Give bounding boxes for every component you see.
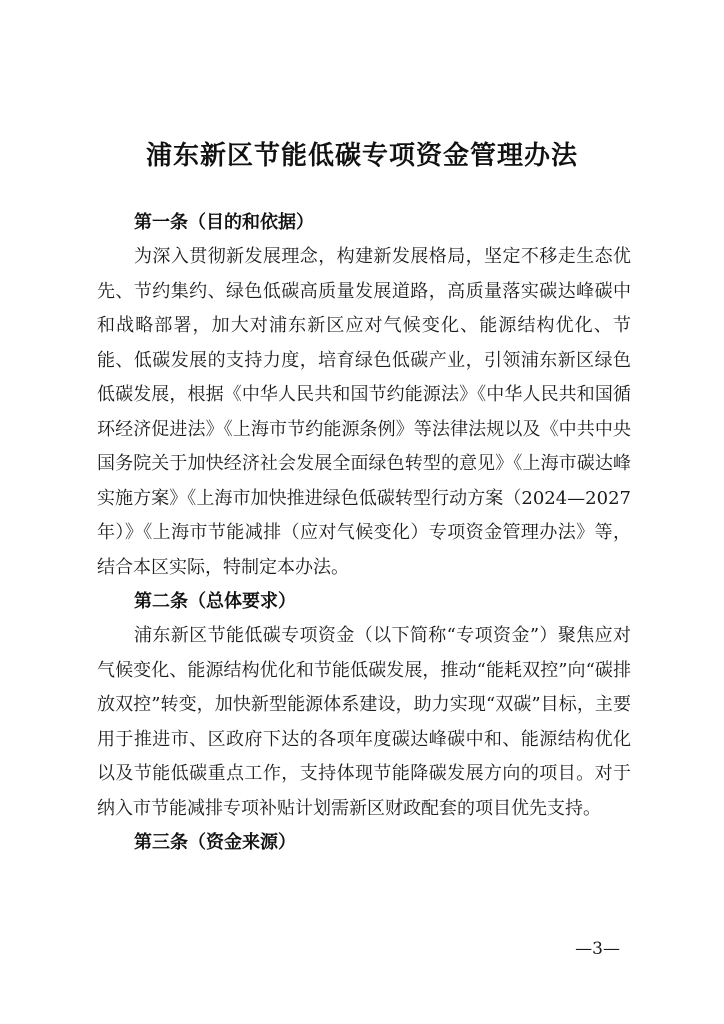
article-2-heading: 第二条（总体要求） [134, 591, 296, 612]
document-title: 浦东新区节能低碳专项资金管理办法 [145, 141, 578, 171]
article-2-paragraph: 浦东新区节能低碳专项资金（以下简称“专项资金”）聚焦应对气候变化、能源结构优化和节能低碳发展，推动“能耗双控”向“碳排放双控”转变，加快新型能源体系建设，助力实现“双碳”目标，主要用于推进市、区政府下达的各项年度碳达峰碳中和、能源结构优化以及节能低碳重点工作，支持体现节能降碳发展方向的项目。对于纳入市节能减排专项补贴计划需新区财政配套的项目优先支持。 [97, 625, 631, 819]
article-3 [97, 826, 631, 860]
article-1-heading: 第一条（目的和依据） [134, 212, 314, 233]
article-1 [97, 206, 631, 585]
article-1-paragraph: 为深入贯彻新发展理念，构建新发展格局，坚定不移走生态优先、节约集约、绿色低碳高质量发展道路，高质量落实碳达峰碳中和战略部署，加大对浦东新区应对气候变化、能源结构优化、节能、低碳发展的支持力度，培育绿色低碳产业，引领浦东新区绿色低碳发展，根据《中华人民共和国节约能源法》《中华人民共和国循环经济促进法》《上海市节约能源条例》等法律法规以及《中共中央 国务院关于加快经济社会发展全面绿色转型的意见》《上海市碳达峰实施方案》《上海市加快推进绿色低碳转型行动方案（2024—2027年）》《上海市节能减排（应对气候变化）专项资金管理办法》等，结合本区实际，特制定本办法。 [97, 246, 631, 578]
page-number: —3— [575, 939, 620, 959]
document-body [97, 206, 631, 860]
article-2 [97, 585, 631, 826]
article-3-heading: 第三条（资金来源） [134, 832, 296, 853]
